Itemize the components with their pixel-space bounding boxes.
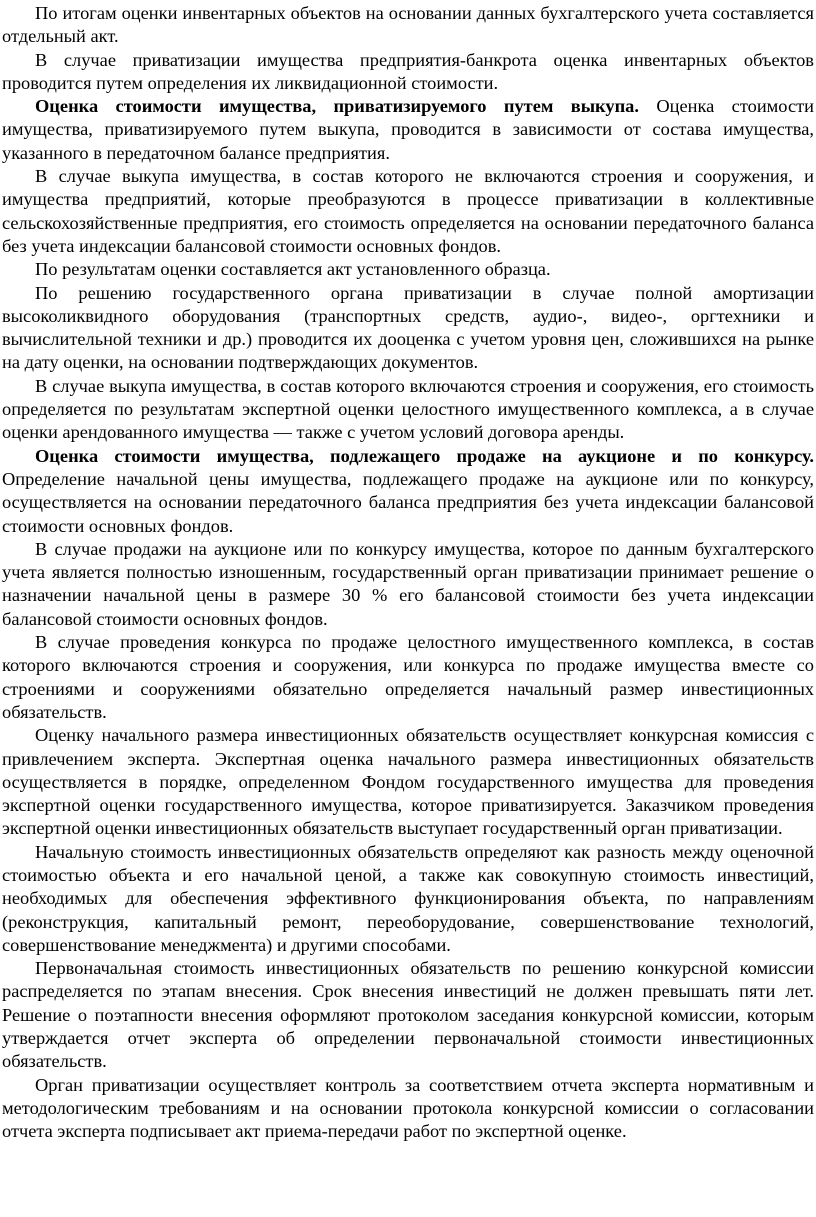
section-heading-buyout: Оценка стоимости имущества, приватизируемого путем выкупа. xyxy=(35,96,639,117)
paragraph-bankrupt-privatization xyxy=(2,49,814,96)
paragraph-act-summary xyxy=(2,2,814,49)
paragraph-staged-payment xyxy=(2,957,814,1073)
paragraph-commission-assessment xyxy=(2,724,814,840)
paragraph-initial-cost xyxy=(2,841,814,957)
paragraph-text: Первоначальная стоимость инвестиционных обязательств по решению конкурсной комиссии распределяется по этапам внесения. Срок внесения инвестиций не должен превышать пяти лет. Решение о поэтапности внесения оформляют протоколом заседания конкурсной комиссии, которым утверждается отчет эксперта об определении первоначальной стоимости инвестиционных обязательств. xyxy=(2,958,814,1072)
paragraph-text: Оценка стоимости имущества, приватизируемого путем выкупа, проводится в зависимости от состава имущества, указанного в передаточном балансе предприятия. xyxy=(2,96,815,163)
paragraph-buyout-valuation xyxy=(2,95,814,165)
paragraph-text: В случае приватизации имущества предприятия-банкрота оценка инвентарных объектов проводится путем определения их ликвидационной стоимости. xyxy=(2,49,814,93)
paragraph-text: Определение начальной цены имущества, подлежащего продаже на аукционе или по конкурсу, осуществляется на основании передаточного баланса предприятия без учета индексации балансовой стоимости основных фондов. xyxy=(2,468,814,536)
paragraph-investment-obligations xyxy=(2,631,814,724)
paragraph-buyout-with-buildings xyxy=(2,375,814,445)
paragraph-control xyxy=(2,1074,814,1144)
paragraph-text: Начальную стоимость инвестиционных обязательств определяют как разность между оценочной стоимостью объекта и его начальной ценой, а также как совокупную стоимость инвестиций, необходимых для обеспечения эффективного функционирования объекта, по направлениям (реконструкция, капитальный ремонт, переоборудование, совершенствование технологий, совершенствование менеджмента) и другими способами. xyxy=(2,841,814,955)
paragraph-text: В случае выкупа имущества, в состав которого не включаются строения и сооружения, и имущества предприятий, которые преобразуются в процессе приватизации в коллективные сельскохозяйственные предприятия, его стоимость определяется на основании передаточного баланса без учета индексации балансовой стоимости основных фондов. xyxy=(2,166,814,256)
paragraph-text: По результатам оценки составляется акт установленного образца. xyxy=(35,259,551,280)
paragraph-buyout-without-buildings xyxy=(2,165,814,258)
paragraph-text: В случае выкупа имущества, в состав которого включаются строения и сооружения, его стоимость определяется по результатам экспертной оценки целостного имущественного комплекса, а в случае оценки арендованного имущества — также с учетом условий договора аренды. xyxy=(2,375,814,443)
paragraph-text: По решению государственного органа приватизации в случае полной амортизации высоколиквидного оборудования (транспортных средств, аудио-, видео-, оргтехники и вычислительной техники и др.) проводится их дооценка с учетом уровня цен, сложившихся на рынке на дату оценки, на основании подтверждающих документов. xyxy=(2,282,814,373)
paragraph-auction-valuation xyxy=(2,445,814,538)
paragraph-text: В случае проведения конкурса по продаже целостного имущественного комплекса, в состав которого включаются строения и сооружения, или конкурса по продаже имущества вместе со строениями и сооружениями обязательно определяется начальный размер инвестиционных обязательств. xyxy=(2,632,814,722)
paragraph-act-template xyxy=(2,258,814,281)
paragraph-text: По итогам оценки инвентарных объектов на основании данных бухгалтерского учета составляется отдельный акт. xyxy=(2,3,814,47)
paragraph-text: Оценку начального размера инвестиционных обязательств осуществляет конкурсная комиссия с привлечением эксперта. Экспертная оценка начального размера инвестиционных обязательств осуществляется в порядке, определенном Фондом государственного имущества для проведения экспертной оценки государственного имущества, которое приватизируется. Заказчиком проведения экспертной оценки инвестиционных обязательств выступает государственный орган приватизации. xyxy=(2,725,814,839)
paragraph-worn-out-property xyxy=(2,538,814,631)
section-heading-auction: Оценка стоимости имущества, подлежащего продаже на аукционе и по конкурсу. xyxy=(35,445,814,466)
paragraph-text: Орган приватизации осуществляет контроль за соответствием отчета эксперта нормативным и методологическим требованиям и на основании протокола конкурсной комиссии о согласовании отчета эксперта подписывает акт приема-передачи работ по экспертной оценке. xyxy=(2,1074,814,1142)
paragraph-revaluation xyxy=(2,282,814,375)
paragraph-text: В случае продажи на аукционе или по конкурсу имущества, которое по данным бухгалтерского учета является полностью изношенным, государственный орган приватизации принимает решение о назначении начальной цены в размере 30 % его балансовой стоимости без учета индексации балансовой стоимости основных фондов. xyxy=(2,538,814,629)
